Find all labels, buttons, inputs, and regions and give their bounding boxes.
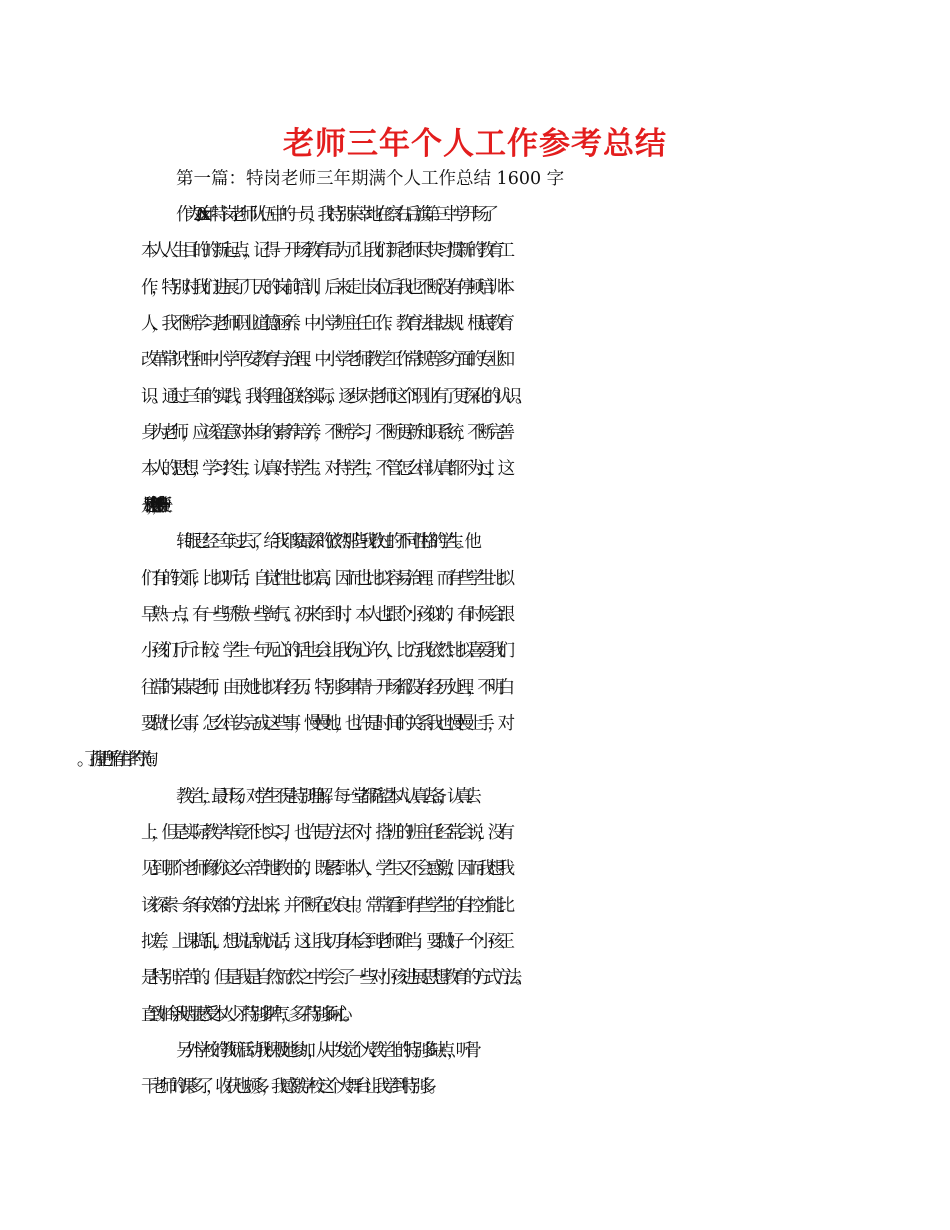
paragraph-line: 改革常识性和中小学平安教育与治理、中小学老师教学工作常规等多方面的专业知 — [141, 350, 508, 370]
paragraph-line: 该探索一条有效率的方法出来，并不断在改良中。常常看到有些学生的自控才能比 — [141, 896, 508, 916]
paragraph-line: 作，特别对我们进展了几天的岗前培训，后来走上岗位后我也不断没有停顿培训本 — [141, 278, 508, 298]
paragraph-first-line: 另外学校的教研活动我积极地参加，从中发觉个人教学上的特别多缺点，听骨 — [176, 1041, 474, 1061]
paragraph-line: 本人人生目的的新起点，记得一开场教育局为了让我们新老师尽快习惯新的教育工 — [141, 241, 508, 261]
paragraph-line: 是特别辛苦的。但是我是自然而然之中学会了一些对小孩进展思想教育的方式方法。 — [141, 968, 526, 988]
paragraph-line: 上，但是实际教学毕竟不比实习，也许是方法不对，搭班的班主任经常会说，没有 — [141, 823, 508, 843]
paragraph-line: 人，我不断学习老师职业道德涵养、中小学班主任工作、教育法律法规、根底教育 — [141, 314, 508, 334]
paragraph-line: 干老师的课多了，收获也颇多，我感激学校这个大舞台让我学到特别多。 — [141, 1077, 438, 1097]
paragraph-line: 要做什么事，怎么样去完成这些事，慢慢地，也许是时间的关系我也慢慢上手，对 — [141, 714, 508, 734]
paragraph-first-line: 教学上，最开场，对学生不是特别理解。每一堂都希望本人认真去备，认真去 — [176, 787, 474, 807]
paragraph-line: 是一种态度，一种精神，一种责任！ — [141, 496, 158, 516]
paragraph-first-line: 转眼已经三年过去了，给我印象最深的依然那些我教过的不同性格的学生。他 — [176, 532, 474, 552]
paragraph-line: 往常的某某老师，由于她比拟有经历。特别多事情一开场都没有经历处理，不明白 — [141, 678, 508, 698]
paragraph-line: 拟差，上课捣乱，想说话就说话，这让我切身体会到老师难当，要做好一个小孩王 — [141, 932, 508, 952]
paragraph-line: 早熟一点，有一些骄傲一些淘气。初来乍到时，本人也跟个小孩似的，有时候会跟 — [141, 605, 508, 625]
document-subtitle: 第一篇：特岗老师三年期满个人工作总结 1600 字 — [176, 169, 565, 189]
paragraph-line: 识。通过三年的实践，我将理论联络实际，逐步对老师这个职业有了更深化的认识。 — [141, 387, 526, 407]
paragraph-first-line: 作为 20xx 年特岗老师队伍中的一员，我特别荣幸地在察右后旗第三中学开场了 — [176, 205, 492, 225]
paragraph-line: 们有的较乖，比拟听话，自觉性也比拟高，因而也比拟容易治理。而有些学生比拟 — [141, 569, 508, 589]
document-title: 老师三年个人工作参考总结 — [283, 126, 667, 162]
paragraph-line: 小孩们斤斤计较。学生一句无心的话也会让我伤心许久，比方我依然比拟喜爱我们 — [141, 641, 508, 661]
paragraph-line: 直到如今我明显感受本人少了特别多脾气，多了特别多耐心。 — [141, 1005, 351, 1025]
paragraph-line — [141, 745, 950, 775]
paragraph-line: 身为老师，应该留意对本身的素养培养，不断学习，不断更新知识系统，不断完善 — [141, 423, 508, 443]
paragraph-line: 本人的思想，学习终生，认真对待学生。对待学生，不管怎么样认真都不为过，这 — [141, 459, 508, 479]
paragraph-line: 见到哪个老师像你这么辛苦地教书的，既累到本人，学生又不会感激，因而我想我 — [141, 859, 508, 879]
